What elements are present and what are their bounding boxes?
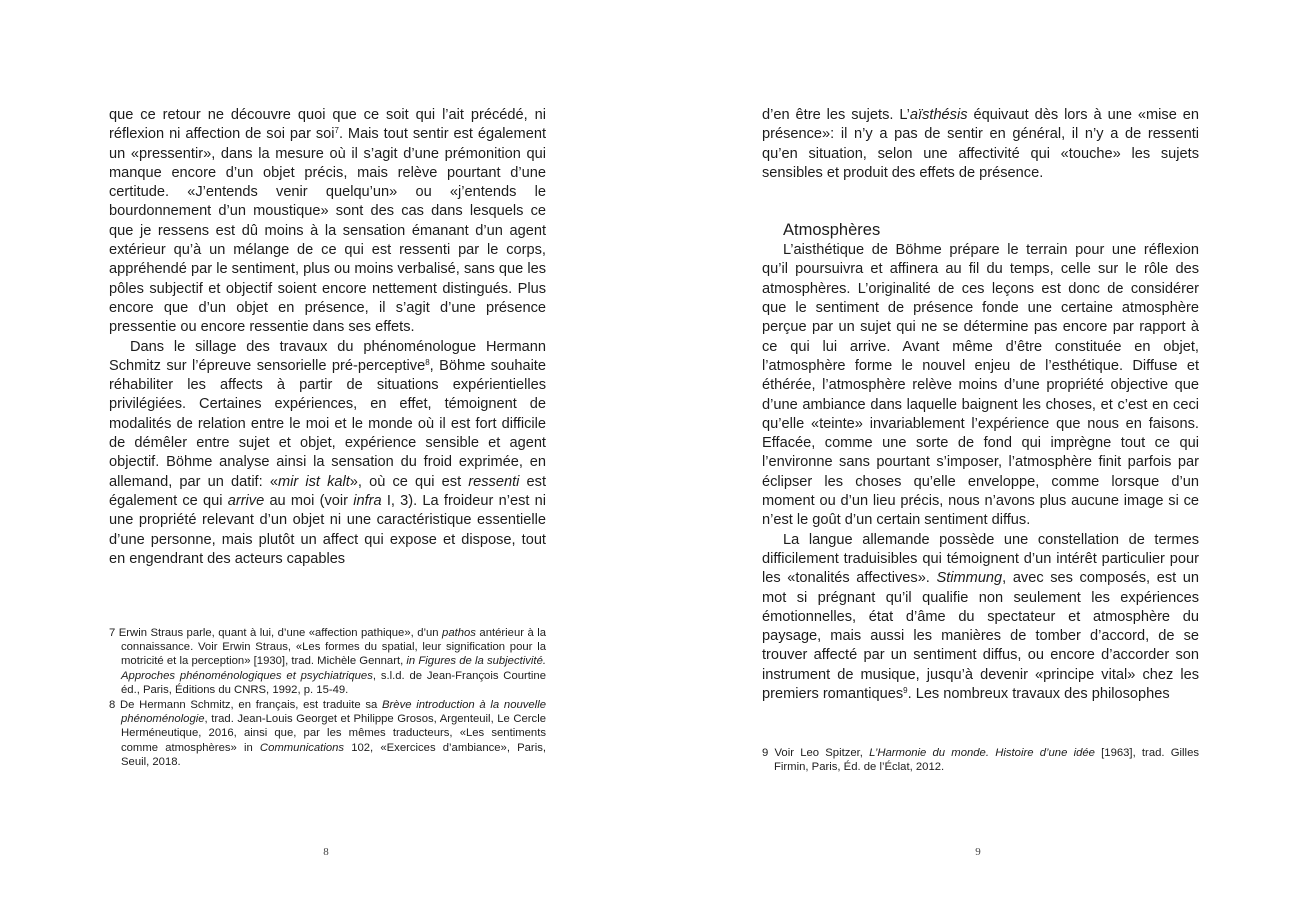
italic-run: arrive bbox=[227, 492, 265, 509]
paragraph bbox=[762, 241, 1199, 530]
text-run: [1963], trad. Gilles Firmin, Paris, Éd. de l’Éclat, 2012. bbox=[774, 747, 1199, 774]
italic-run: infra bbox=[353, 492, 382, 509]
right-body-top bbox=[762, 106, 1199, 183]
text-run: 9 Voir Leo Spitzer, bbox=[762, 747, 870, 759]
text-run: antérieur à la connaissance. Voir Erwin Straus, «Les formes du spatial, leur signification pour la motricité et la perception» [1930], trad. Michèle Gennart, bbox=[121, 627, 546, 668]
text-run: 8 De Hermann Schmitz, en français, est traduite sa bbox=[109, 699, 382, 712]
italic-run: mir ist kalt bbox=[277, 473, 350, 490]
italic-run: L’Harmonie du monde. Histoire d’une idée bbox=[869, 747, 1095, 759]
italic-run: Stimmung bbox=[936, 570, 1003, 587]
italic-run: pathos bbox=[442, 627, 476, 639]
text-run: L’aisthétique de Böhme prépare le terrain pour une réflexion qu’il poursuivra et affinera au fil du temps, celle sur le rôle des atmosphères. L’originalité de ces leçons est donc de considérer que le sentiment de présence fonde une certaine atmosphère perçue par un sujet qui ne se détermine pas encore par rapport à ce qui lui arrive. Avant même d’être constituée en objet, l’atmosphère forme le nouvel enjeu de l’esthétique. Diffuse et éthérée, l’atmosphère relève moins d’une propriété objective que d’une ambiance dans laquelle baignent les choses, et c’est en ceci qu’elle «teinte» invariablement l’expérience que nous en faisons. Effacée, comme une sorte de fond qui imprègne tout ce qui l’environne sans pourtant s’imposer, l’atmosphère finit parfois par éclipser les choses qu’elle enveloppe, comme lorsque d’un moment ou d’un lieu précis, nous n’avons plus aucune image si ce n’est le goût d’un certain sentiment diffus. bbox=[762, 242, 1199, 529]
text-run: I, 3). La froideur n’est ni une propriété relevant d’un objet ni une caractéristique essentielle d’une personne, mais plutôt un affect qui expose et dispose, tout en engendrant des acteurs capables bbox=[109, 492, 546, 567]
right-body-text bbox=[762, 106, 1199, 704]
footnote bbox=[109, 698, 546, 769]
paragraph bbox=[109, 106, 546, 338]
paragraph bbox=[762, 106, 1199, 183]
text-run: , s.l.d. de Jean-François Courtine éd., Paris, Éditions du CNRS, 1992, p. 15-49. bbox=[121, 669, 546, 696]
footnote-ref: 9 bbox=[903, 686, 908, 696]
text-run: . Mais tout sentir est également un «pressentir», dans la mesure où il s’agit d’une prémonition qui manque encore d’un objet précis, mais relève pourtant d’une certitude. «J’entends venir quelqu’un» ou «j’entends le bourdonnement d’un moustique» sont des cas dans lesquels ce que je ressens est dû moins à la sensation émanant d’un agent extérieur qu’à un mélange de ce qui est ressenti par le corps, appréhendé par le sentiment, plus ou moins verbalisé, sans que les pôles subjectif et objectif soient encore nettement distingués. Plus encore que d’un objet en présence, il s’agit d’une présence pressentie ou encore ressentie dans ses effets. bbox=[109, 126, 546, 336]
text-run: 102, «Exercices d’ambiance», Paris, Seuil, 2018. bbox=[121, 741, 546, 768]
text-run: au moi (voir bbox=[264, 492, 354, 509]
right-body-bottom bbox=[762, 241, 1199, 704]
page-number-right: 9 bbox=[975, 846, 981, 858]
italic-run: Communications bbox=[259, 741, 345, 754]
page-number-left: 8 bbox=[323, 846, 329, 858]
paragraph bbox=[109, 338, 546, 570]
text-run: », où ce qui est bbox=[349, 473, 469, 490]
italic-run: ressenti bbox=[468, 473, 520, 490]
text-run: , avec ses composés, est un mot si prégnant qu’il qualifie non seulement les expériences émotionnelles, état d’âme du spectateur et atmosphère du paysage, mais aussi les manières de tomber d’accord, de se trouver affecté par un sentiment diffus, ou encore d’accorder son instrument de musique, jusqu’à devenir «principe vital» chez les premiers romantiques bbox=[762, 570, 1199, 703]
text-run: est également ce qui bbox=[109, 473, 547, 509]
text-run: que ce retour ne découvre quoi que ce soit qui l’ait précédé, ni réflexion ni affection de soi par soi bbox=[109, 107, 546, 143]
footnote-ref: 7 bbox=[334, 126, 339, 136]
text-run: Dans le sillage des travaux du phénoménologue Hermann Schmitz sur l’épreuve sensorielle pré-perceptive bbox=[109, 338, 546, 374]
text-run: , trad. Jean-Louis Georget et Philippe Grosos, Argenteuil, Le Cercle Herméneutique, 2016, ainsi que, par les mêmes traducteurs, «Les sentiments comme atmosphères» in bbox=[121, 713, 546, 754]
text-run: d’en être les sujets. L’ bbox=[762, 107, 910, 123]
paragraph bbox=[762, 531, 1199, 705]
text-run: . Les nombreux travaux des philosophes bbox=[907, 686, 1170, 703]
italic-run: in Figures de la subjectivité. Approches phénoménologiques et psychiatriques bbox=[121, 655, 546, 682]
footnote-ref: 8 bbox=[425, 357, 430, 367]
italic-run: aïsthésis bbox=[909, 107, 968, 123]
italic-run: Brève introduction à la nouvelle phénoménologie bbox=[121, 699, 546, 726]
footnote bbox=[762, 746, 1199, 774]
section-heading: Atmosphères bbox=[783, 221, 881, 240]
right-footnotes bbox=[762, 746, 1199, 775]
text-run: , Böhme souhaite réhabiliter les affects à partir de situations expérientielles privilégiées. Certaines expériences, en effet, témoignent de modalités de relation entre le moi et le monde où il est fort difficile de démêler entre sujet et objet, expérience sensible et agent objectif. Böhme analyse ainsi la sensation du froid exprimée, en allemand, par un datif: « bbox=[109, 357, 546, 490]
left-page bbox=[0, 0, 652, 913]
right-page bbox=[652, 0, 1305, 913]
left-footnotes bbox=[109, 626, 546, 770]
text-run: La langue allemande possède une constellation de termes difficilement traduisibles qui témoignent d’un intérêt particulier pour les «tonalités affectives». bbox=[762, 531, 1199, 587]
text-run: 7 Erwin Straus parle, quant à lui, d’une «affection pathique», d’un bbox=[109, 627, 443, 639]
left-body-text bbox=[109, 106, 546, 569]
footnote bbox=[109, 626, 546, 697]
text-run: équivaut dès lors à une «mise en présence»: il n’y a pas de sentir en général, il n’y a de ressenti qu’en situation, selon une affectivité qui «touche» les sujets sensibles et produit des effets de présence. bbox=[762, 107, 1199, 181]
